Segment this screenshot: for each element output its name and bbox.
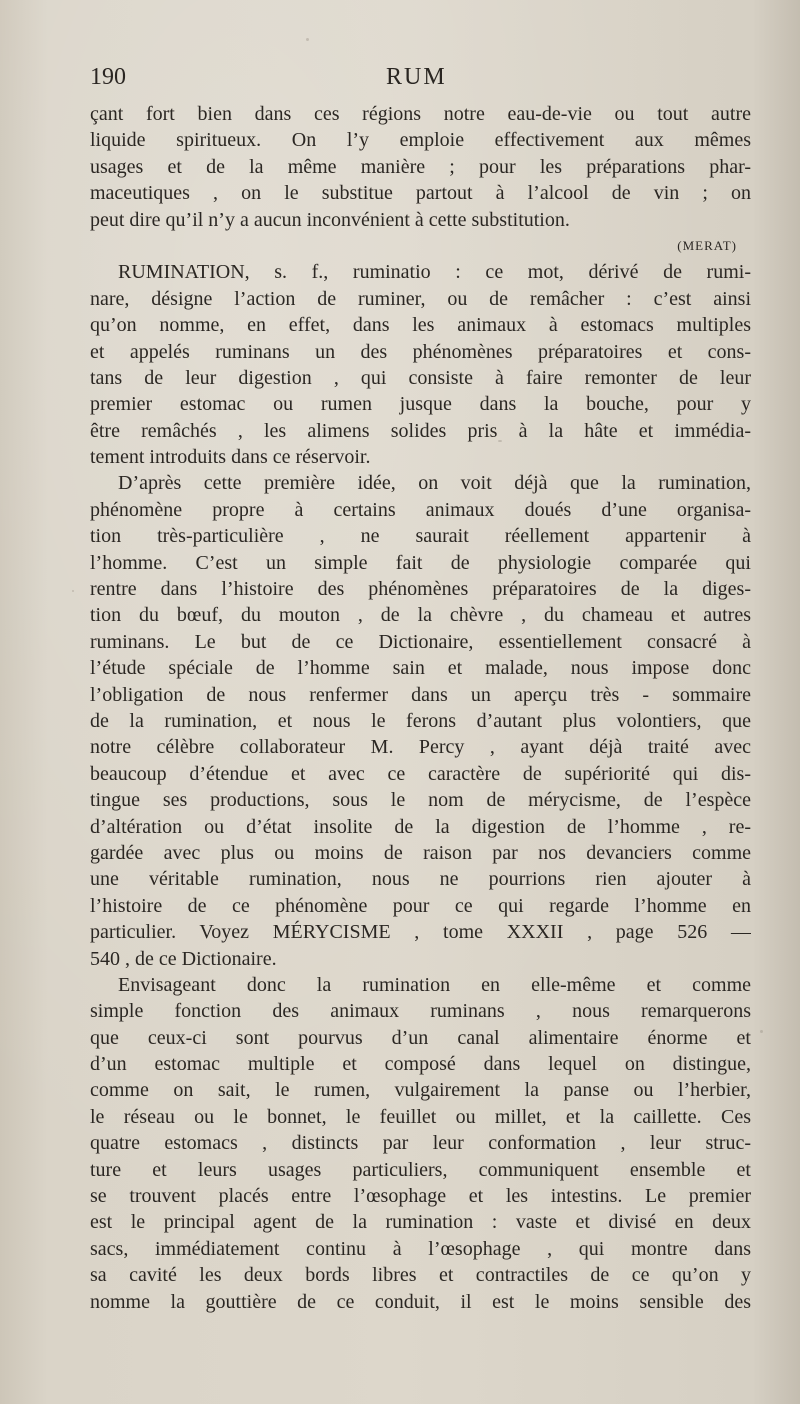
text-line: peut dire qu’il n’y a aucun inconvénient à cette substitution.: [90, 208, 570, 231]
page-header: [90, 64, 750, 96]
text-line: d’un estomac multiple et composé dans lequel on distingue,: [90, 1053, 751, 1076]
text-line: Envisageant donc la rumination en elle-même et comme: [118, 973, 751, 996]
text-line: D’après cette première idée, on voit déjà que la rumination,: [118, 472, 751, 495]
text-line: tingue ses productions, sous le nom de mérycisme, de l’espèce: [90, 789, 751, 812]
text-line: phénomène propre à certains animaux doués d’une organisa-: [90, 498, 751, 521]
text-line: l’histoire de ce phénomène pour ce qui regarde l’homme en: [90, 894, 751, 917]
text-line: l’étude spéciale de l’homme sain et malade, nous impose donc: [90, 657, 751, 680]
text-line: une véritable rumination, nous ne pourrions rien ajouter à: [90, 868, 751, 891]
text-line: ruminans. Le but de ce Dictionaire, essentiellement consacré à: [90, 630, 751, 653]
text-line: çant fort bien dans ces régions notre eau-de-vie ou tout autre: [90, 103, 751, 125]
text-line: 540 , de ce Dictionaire.: [90, 947, 277, 970]
text-line: tans de leur digestion , qui consiste à faire remonter de leur: [90, 366, 751, 389]
paper-speck: [760, 1030, 763, 1033]
text-line: quatre estomacs , distincts par leur conformation , leur struc-: [90, 1132, 751, 1155]
text-line: l’obligation de nous renfermer dans un aperçu très - sommaire: [90, 683, 751, 706]
text-line: qu’on nomme, en effet, dans les animaux à estomacs multiples: [90, 314, 751, 337]
text-line: notre célèbre collaborateur M. Percy , ayant déjà traité avec: [90, 736, 751, 759]
text-line: que ceux-ci sont pourvus d’un canal alimentaire énorme et: [90, 1026, 751, 1049]
text-line: nare, désigne l’action de ruminer, ou de remâcher : c’est ainsi: [90, 287, 751, 310]
text-line: nomme la gouttière de ce conduit, il est le moins sensible des: [90, 1290, 751, 1313]
author-signature: (MERAT): [677, 237, 737, 253]
text-line: liquide spiritueux. On l’y emploie effectivement aux mêmes: [90, 129, 751, 152]
text-line: rentre dans l’histoire des phénomènes préparatoires de la diges-: [90, 578, 751, 601]
text-line: particulier. Voyez MÉRYCISME , tome XXXII , page 526 —: [90, 921, 751, 944]
text-line: ture et leurs usages particuliers, communiquent ensemble et: [90, 1158, 751, 1181]
text-line: simple fonction des animaux ruminans , nous remarquerons: [90, 1000, 751, 1023]
running-head: RUM: [386, 64, 447, 90]
text-line: tion très-particulière , ne saurait réellement appartenir à: [90, 525, 751, 548]
text-line: tion du bœuf, du mouton , de la chèvre , du chameau et autres: [90, 604, 751, 627]
text-line: premier estomac ou rumen jusque dans la bouche, pour y: [90, 393, 751, 416]
text-line: beaucoup d’étendue et avec ce caractère de supériorité qui dis-: [90, 762, 751, 785]
entry-heading-line: RUMINATION, s. f., ruminatio : ce mot, dérivé de rumi-: [118, 261, 751, 284]
text-line: sa cavité les deux bords libres et contractiles de ce qu’on y: [90, 1264, 751, 1287]
text-line: l’homme. C’est un simple fait de physiologie comparée qui: [90, 551, 751, 574]
paper-speck: [72, 590, 74, 592]
text-line: comme on sait, le rumen, vulgairement la panse ou l’herbier,: [90, 1079, 751, 1102]
text-line: être remâchés , les alimens solides pris à la hâte et immédia-: [90, 419, 751, 442]
page-number: 190: [90, 64, 126, 90]
text-line: d’altération ou d’état insolite de la digestion de l’homme , re-: [90, 815, 751, 838]
text-line: le réseau ou le bonnet, le feuillet ou millet, et la caillette. Ces: [90, 1105, 751, 1128]
text-line: et appelés ruminans un des phénomènes préparatoires et cons-: [90, 340, 751, 363]
text-line: se trouvent placés entre l’œsophage et les intestins. Le premier: [90, 1185, 751, 1208]
text-line: maceutiques , on le substitue partout à l’alcool de vin ; on: [90, 182, 751, 205]
text-line: gardée avec plus ou moins de raison par nos devanciers comme: [90, 841, 751, 864]
text-line: usages et de la même manière ; pour les préparations phar-: [90, 155, 751, 178]
paper-speck: [306, 38, 309, 41]
text-line: sacs, immédiatement continu à l’œsophage , qui montre dans: [90, 1237, 751, 1260]
text-line: de la rumination, et nous le ferons d’autant plus volontiers, que: [90, 709, 751, 732]
text-line: est le principal agent de la rumination : vaste et divisé en deux: [90, 1211, 751, 1234]
paper-speck: [498, 440, 502, 442]
body-text: [90, 101, 751, 1315]
text-line: tement introduits dans ce réservoir.: [90, 446, 371, 469]
